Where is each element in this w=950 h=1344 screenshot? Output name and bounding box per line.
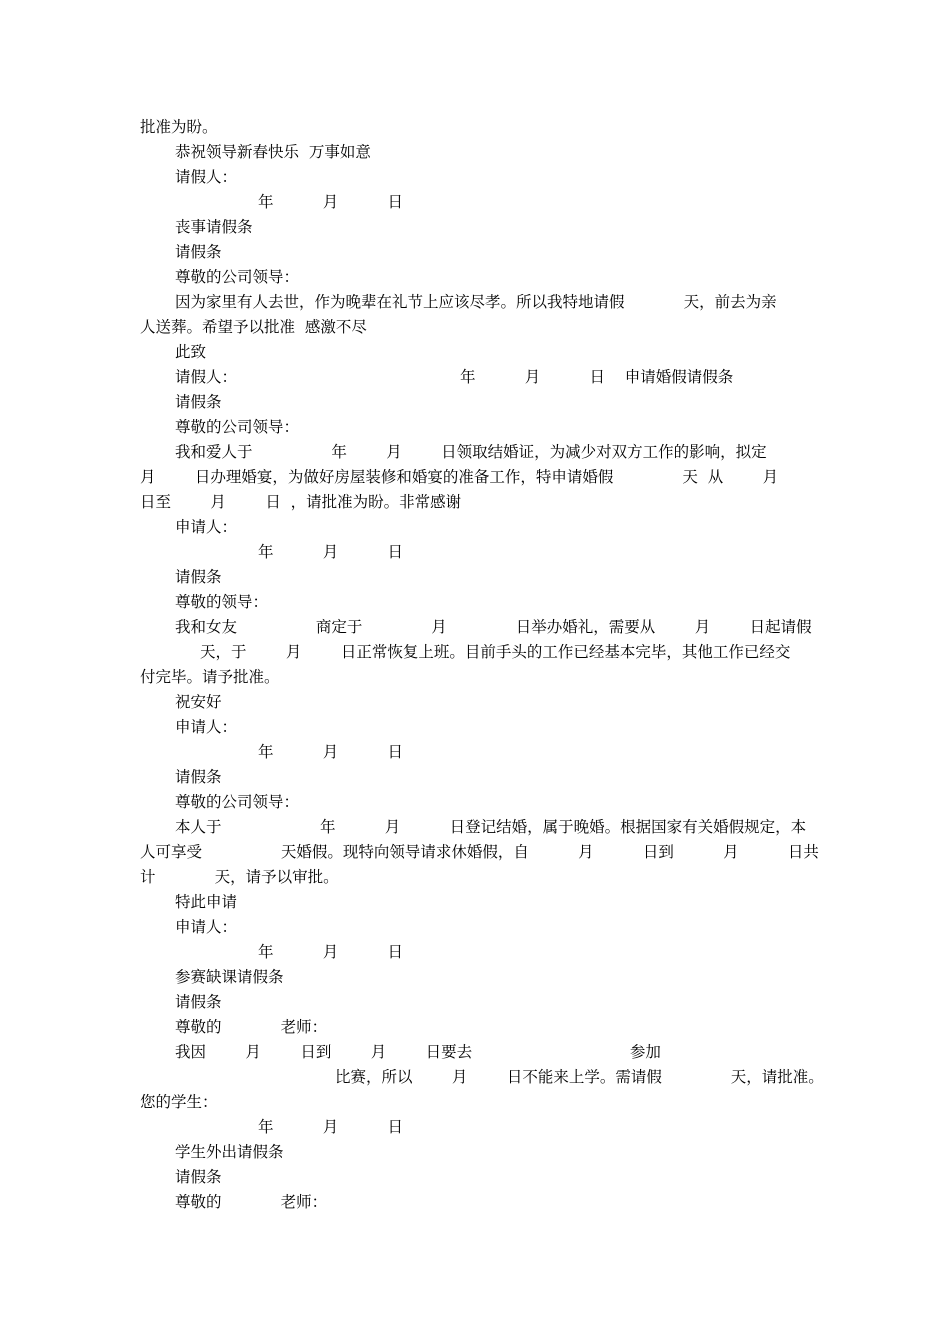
text-line: 日至 月 日 ，请批准为盼。非常感谢	[140, 493, 462, 511]
date-line: 年 月 日 申请婚假请假条	[460, 368, 734, 386]
text-line: 特此申请	[175, 893, 238, 911]
text-line: 请假条	[175, 993, 222, 1011]
text-line: 比赛，所以 月 日不能来上学。需请假 天，请批准。	[335, 1068, 824, 1086]
text-line: 尊敬的领导：	[175, 593, 269, 611]
text-line: 我和女友 商定于 月 日举办婚礼，需要从 月 日起请假	[175, 618, 812, 636]
text-line: 人送葬。希望予以批准 感激不尽	[140, 318, 367, 336]
text-line: 因为家里有人去世，作为晚辈在礼节上应该尽孝。所以我特地请假 天，前去为亲	[175, 293, 777, 311]
text-line: 我因 月 日到 月 日要去 参加	[175, 1043, 661, 1061]
text-line: 请假人：	[175, 368, 238, 386]
text-line: 尊敬的 老师：	[175, 1018, 328, 1036]
date-line: 年 月 日	[258, 543, 404, 561]
text-line: 月 日办理婚宴，为做好房屋装修和婚宴的准备工作，特申请婚假 天 从 月	[140, 468, 779, 486]
text-line: 请假条	[175, 393, 222, 411]
section-heading: 学生外出请假条	[175, 1143, 284, 1161]
text-line: 申请人：	[175, 518, 238, 536]
text-line: 请假人：	[175, 168, 238, 186]
text-line: 尊敬的公司领导：	[175, 793, 300, 811]
text-line: 此致	[175, 343, 207, 361]
text-line: 人可享受 天婚假。现特向领导请求休婚假，自 月 日到 月 日共	[140, 843, 819, 861]
text-line: 请假条	[175, 1168, 222, 1186]
text-line: 尊敬的公司领导：	[175, 418, 300, 436]
section-heading: 参赛缺课请假条	[175, 968, 284, 986]
text-line: 恭祝领导新春快乐 万事如意	[175, 143, 371, 161]
text-line: 请假条	[175, 243, 222, 261]
text-line: 计 天，请予以审批。	[140, 868, 339, 886]
text-line: 本人于 年 月 日登记结婚，属于晚婚。根据国家有关婚假规定，本	[175, 818, 807, 836]
text-line: 祝安好	[175, 693, 222, 711]
text-line: 申请人：	[175, 918, 238, 936]
text-line: 尊敬的 老师：	[175, 1193, 328, 1211]
date-line: 年 月 日	[258, 193, 404, 211]
text-line: 批准为盼。	[140, 118, 218, 136]
text-line: 请假条	[175, 568, 222, 586]
text-line: 我和爱人于 年 月 日领取结婚证，为减少对双方工作的影响，拟定	[175, 443, 767, 461]
text-line: 尊敬的公司领导：	[175, 268, 300, 286]
date-line: 年 月 日	[258, 943, 404, 961]
section-heading: 丧事请假条	[175, 218, 253, 236]
text-line: 天，于 月 日正常恢复上班。目前手头的工作已经基本完毕，其他工作已经交	[200, 643, 791, 661]
text-line: 您的学生：	[140, 1093, 218, 1111]
text-line: 申请人：	[175, 718, 238, 736]
text-line: 付完毕。请予批准。	[140, 668, 280, 686]
date-line: 年 月 日	[258, 1118, 404, 1136]
date-line: 年 月 日	[258, 743, 404, 761]
text-line: 请假条	[175, 768, 222, 786]
